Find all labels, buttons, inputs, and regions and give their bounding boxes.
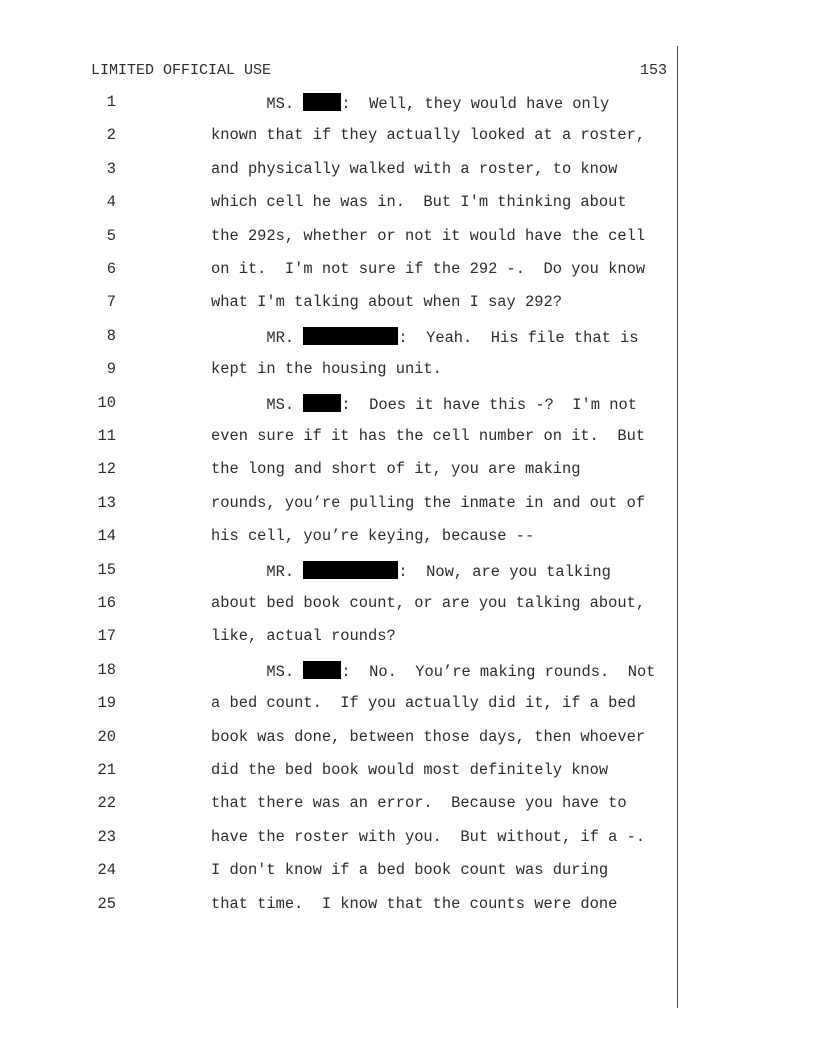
speaker-label: MR. (266, 562, 295, 581)
line-number: 7 (106, 293, 116, 312)
transcript-line (0, 694, 816, 727)
spoken-text: book was done, between those days, then whoever (211, 727, 646, 746)
spoken-text: the long and short of it, you are making (211, 460, 581, 479)
transcript-line (0, 193, 816, 226)
transcript-line (0, 861, 816, 894)
spoken-text: : Well, they would have only (341, 95, 610, 113)
line-text (211, 227, 645, 245)
speaker-label: MS. (266, 662, 295, 681)
spoken-text: that there was an error. Because you have to (211, 794, 627, 813)
transcript-line (0, 460, 816, 493)
spoken-text: kept in the housing unit. (211, 360, 442, 379)
line-text (211, 293, 562, 311)
line-text (211, 694, 636, 712)
transcript-line (0, 93, 816, 126)
line-text (211, 594, 645, 612)
line-text (211, 561, 611, 581)
spoken-text: and physically walked with a roster, to know (211, 159, 618, 178)
line-text (211, 895, 617, 913)
page-number: 153 (639, 62, 667, 79)
transcript-line (0, 794, 816, 827)
spoken-text: the 292s, whether or not it would have the cell (211, 226, 646, 245)
speaker-label: MR. (266, 328, 295, 347)
spoken-text: his cell, you’re keying, because -- (211, 527, 535, 546)
spoken-text: did the bed book would most definitely know (211, 761, 609, 779)
transcript-line (0, 527, 816, 560)
line-text (211, 360, 442, 378)
line-number: 2 (106, 126, 116, 145)
spoken-text: : Does it have this -? I'm not (341, 395, 637, 414)
transcript-line (0, 293, 816, 326)
transcript-line (0, 728, 816, 761)
line-number: 22 (97, 794, 116, 813)
spoken-text: what I'm talking about when I say 292? (211, 293, 562, 312)
spoken-text: : Now, are you talking (398, 562, 611, 581)
transcript-line (0, 895, 816, 928)
line-text (211, 427, 645, 445)
line-number: 24 (97, 861, 116, 880)
line-number: 5 (106, 226, 116, 245)
line-number: 1 (106, 93, 116, 111)
spoken-text: that time. I know that the counts were done (211, 894, 618, 913)
transcript-line (0, 561, 816, 594)
transcript-line (0, 427, 816, 460)
transcript-line (0, 327, 816, 360)
line-text (211, 761, 608, 779)
line-text (211, 661, 655, 681)
classification-label: LIMITED OFFICIAL USE (91, 62, 272, 79)
line-number: 8 (106, 326, 116, 345)
spoken-text: even sure if it has the cell number on it. But (211, 427, 646, 445)
line-text (211, 126, 645, 144)
transcript-line (0, 828, 816, 861)
transcript-line (0, 126, 816, 159)
transcript-line (0, 761, 816, 794)
line-number: 11 (97, 427, 116, 445)
speaker-label: MS. (266, 95, 295, 113)
transcript-line (0, 594, 816, 627)
line-number: 10 (97, 393, 116, 412)
line-text (211, 460, 580, 478)
line-number: 19 (97, 694, 116, 713)
line-number: 17 (97, 627, 116, 646)
spoken-text: like, actual rounds? (211, 627, 396, 646)
speaker-label: MS. (266, 395, 295, 414)
redaction-box (303, 394, 341, 412)
line-number: 9 (106, 360, 116, 379)
line-number: 3 (106, 159, 116, 178)
redaction-box (303, 327, 398, 345)
spoken-text: known that if they actually looked at a roster, (211, 126, 646, 145)
line-text (211, 794, 627, 812)
line-number: 14 (97, 527, 116, 546)
transcript-line (0, 394, 816, 427)
spoken-text: : Yeah. His file that is (398, 328, 639, 347)
line-number: 12 (97, 460, 116, 479)
spoken-text: a bed count. If you actually did it, if a bed (211, 694, 636, 713)
spoken-text: which cell he was in. But I'm thinking about (211, 193, 627, 212)
redaction-box (303, 561, 398, 579)
transcript-line (0, 360, 816, 393)
line-number: 20 (97, 727, 116, 746)
transcript-line (0, 627, 816, 660)
transcript-line (0, 227, 816, 260)
redaction-box (303, 93, 341, 111)
line-text (211, 260, 645, 278)
transcript-line (0, 260, 816, 293)
line-number: 16 (97, 594, 116, 612)
spoken-text: rounds, you’re pulling the inmate in and out of (211, 493, 646, 512)
line-text (211, 160, 617, 178)
line-text (211, 494, 645, 512)
spoken-text: I don't know if a bed book count was during (211, 861, 609, 880)
line-number: 25 (97, 894, 116, 913)
spoken-text: on it. I'm not sure if the 292 -. Do you know (211, 260, 646, 278)
line-text (211, 394, 637, 414)
redaction-box (303, 661, 341, 679)
spoken-text: : No. You’re making rounds. Not (341, 662, 656, 681)
line-text (211, 828, 645, 846)
transcript-line (0, 661, 816, 694)
line-number: 21 (97, 761, 116, 779)
spoken-text: have the roster with you. But without, if a -. (211, 827, 646, 846)
line-number: 15 (97, 560, 116, 579)
line-number: 13 (97, 493, 116, 512)
spoken-text: about bed book count, or are you talking about, (211, 594, 646, 612)
line-text (211, 327, 639, 347)
line-number: 4 (106, 193, 116, 212)
line-text (211, 728, 645, 746)
line-number: 23 (97, 827, 116, 846)
line-text (211, 193, 627, 211)
line-text (211, 861, 608, 879)
line-text (211, 627, 396, 645)
line-number: 6 (106, 260, 116, 278)
line-number: 18 (97, 660, 116, 679)
line-text (211, 93, 609, 113)
transcript-line (0, 160, 816, 193)
transcript-line (0, 494, 816, 527)
line-text (211, 527, 534, 545)
